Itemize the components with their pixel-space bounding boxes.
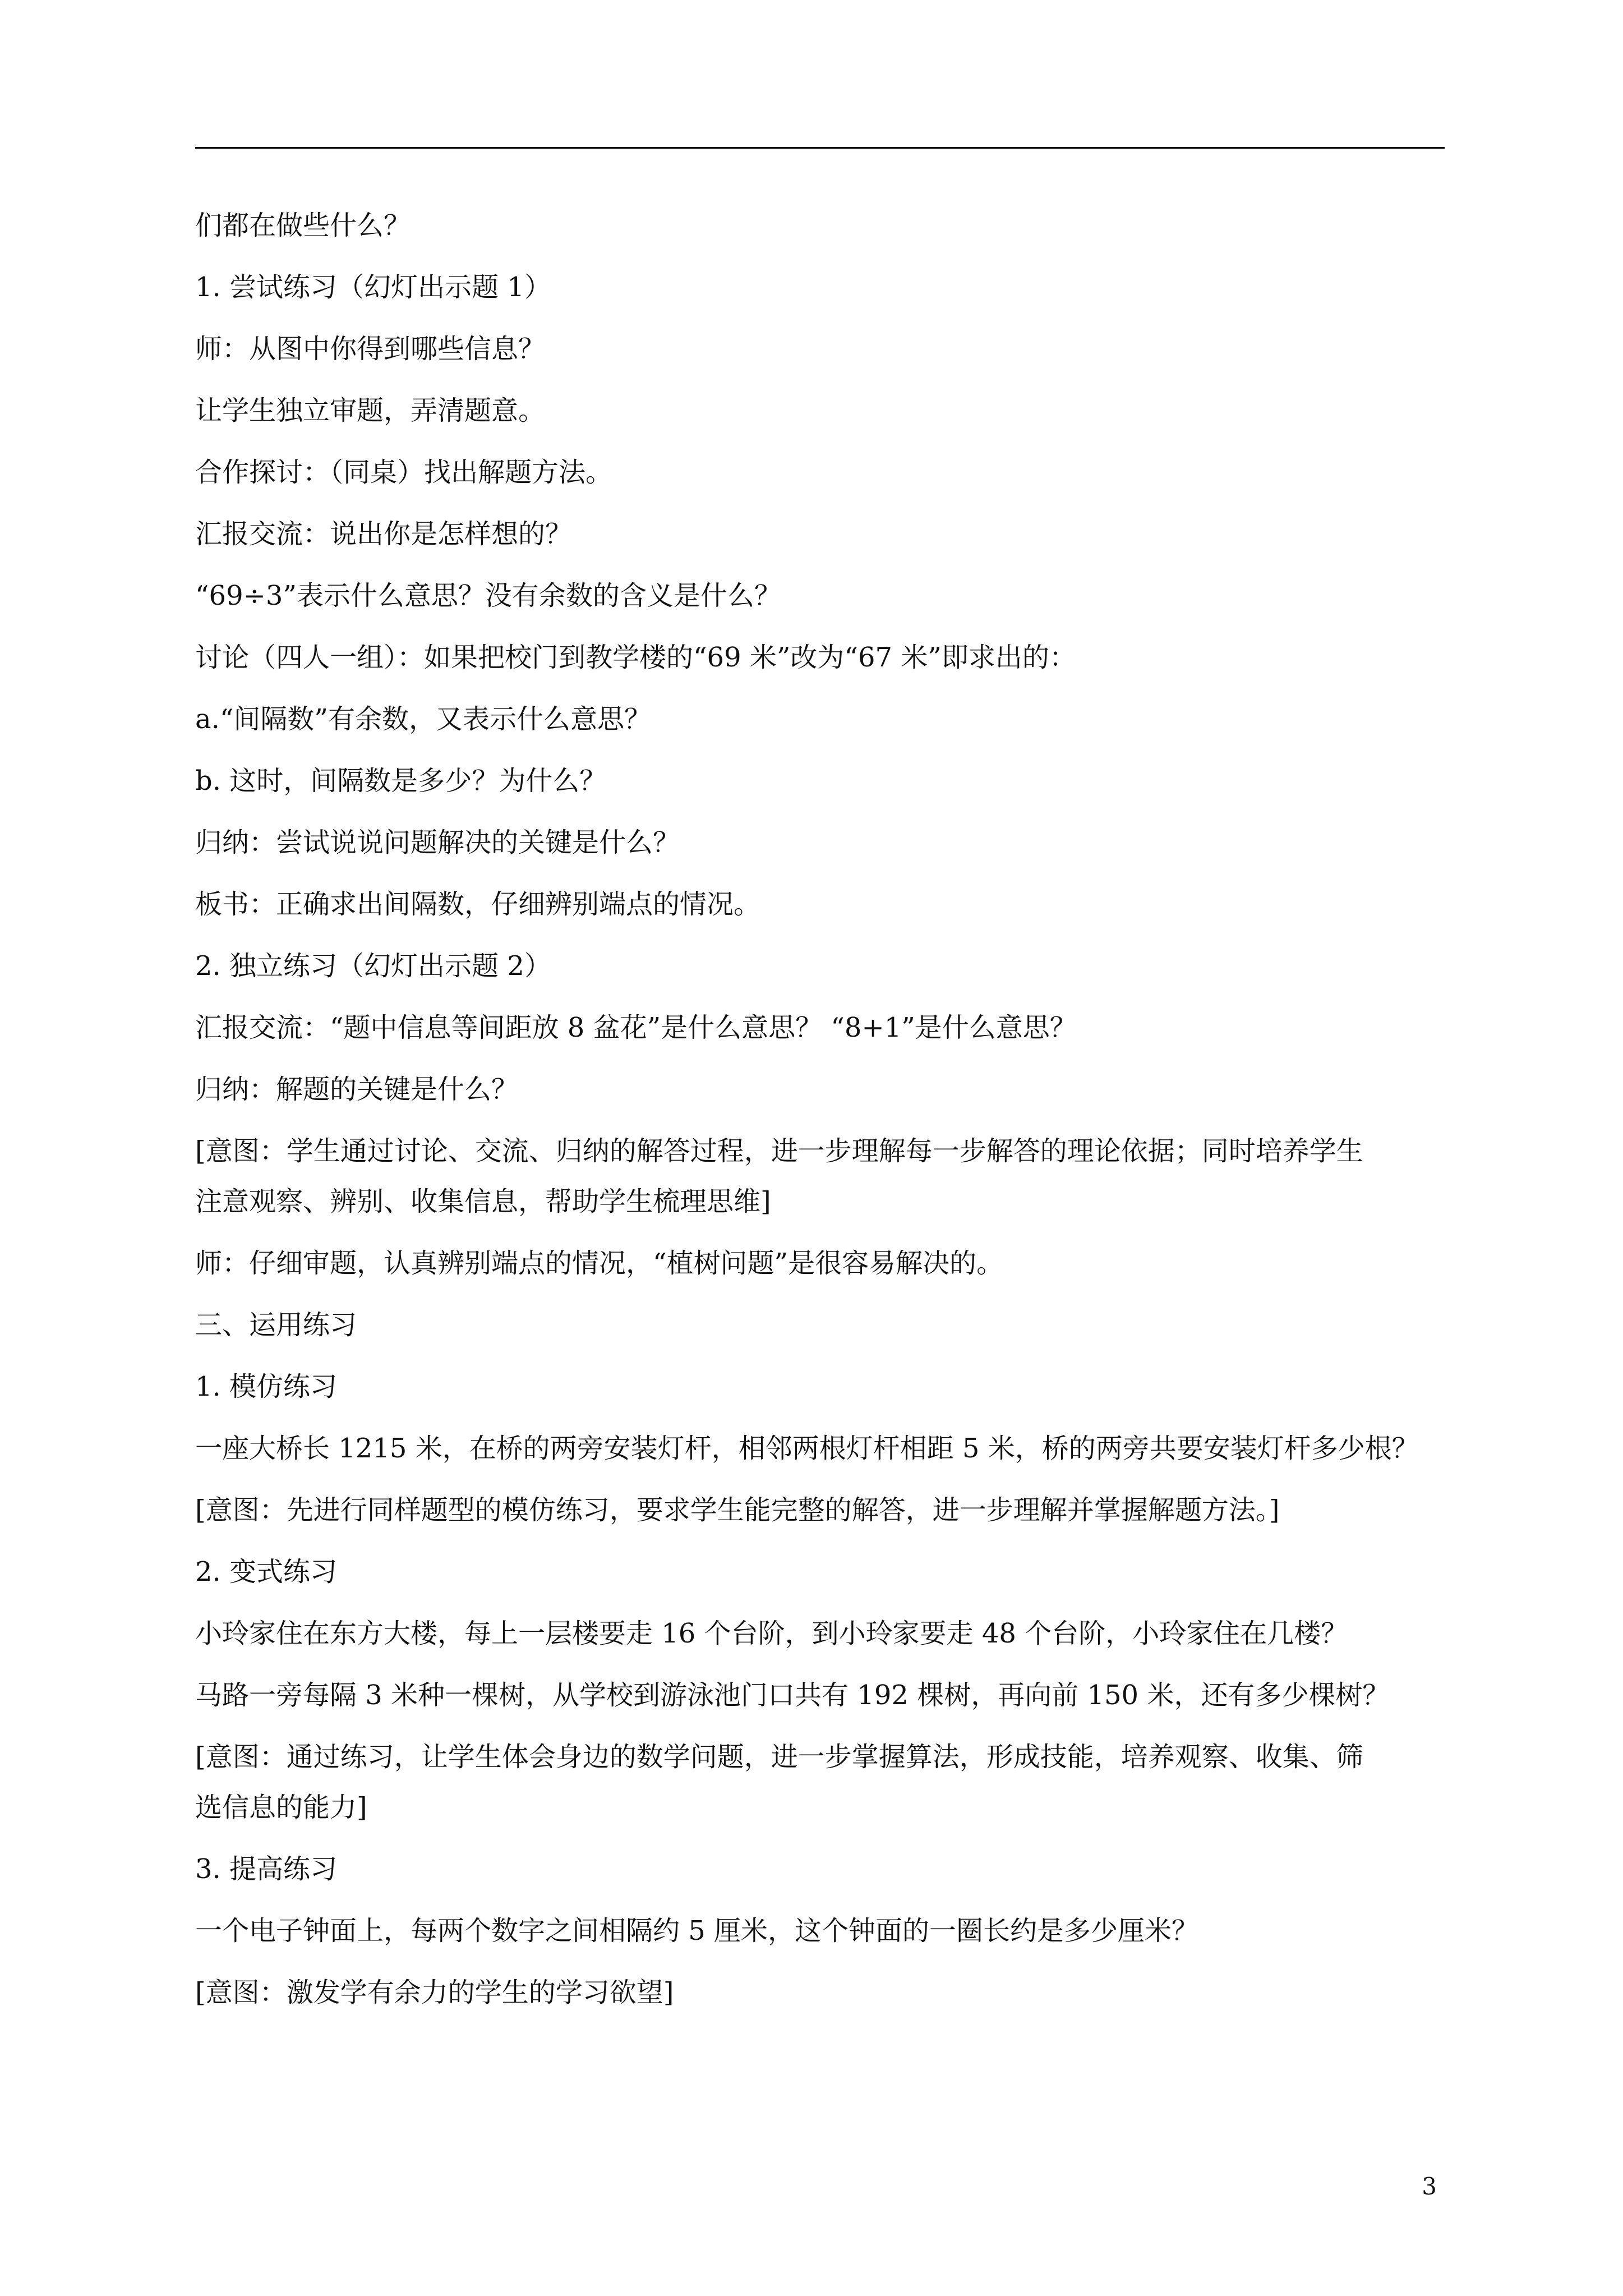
text-line: 合作探讨：（同桌）找出解题方法。 [195,457,613,488]
text-line: 3. 提高练习 [195,1853,338,1885]
text-line: “69÷3”表示什么意思？没有余数的含义是什么？ [195,580,781,611]
text-line: 让学生独立审题，弄清题意。 [195,395,546,426]
text-line: 归纳：解题的关键是什么？ [195,1074,519,1105]
text-line: 师：从图中你得到哪些信息？ [195,333,546,365]
text-line: b. 这时，间隔数是多少？为什么？ [195,765,607,797]
text-line: a.“间隔数”有余数，又表示什么意思？ [195,703,651,735]
text-line: 汇报交流：说出你是怎样想的？ [195,518,573,550]
text-line: 注意观察、辨别、收集信息，帮助学生梳理思维] [195,1186,771,1217]
text-line: 归纳：尝试说说问题解决的关键是什么？ [195,827,680,858]
text-line: 汇报交流：“题中信息等间距放 8 盆花”是什么意思？ “8+1”是什么意思？ [195,1012,1077,1043]
text-line: [意图：先进行同样题型的模仿练习，要求学生能完整的解答，进一步理解并掌握解题方法。] [195,1494,1280,1526]
text-line: 讨论（四人一组）：如果把校门到教学楼的“69 米”改为“67 米”即求出的： [195,642,1076,673]
text-line: 一座大桥长 1215 米，在桥的两旁安装灯杆，相邻两根灯杆相距 5 米，桥的两旁共要安装灯杆多少根？ [195,1433,1419,1464]
text-line: 1. 尝试练习（幻灯出示题 1） [195,272,551,303]
header-rule [195,147,1445,149]
section-heading: 三、运用练习 [195,1309,357,1341]
text-line: 板书：正确求出间隔数，仔细辨别端点的情况。 [195,889,761,920]
text-line: 2. 变式练习 [195,1556,338,1588]
text-line: 师：仔细审题，认真辨别端点的情况，“植树问题”是很容易解决的。 [195,1248,1004,1279]
text-line: 选信息的能力] [195,1792,367,1823]
page-number: 3 [1422,2173,1437,2200]
text-line: 2. 独立练习（幻灯出示题 2） [195,950,551,982]
text-line: 马路一旁每隔 3 米种一棵树，从学校到游泳池门口共有 192 棵树，再向前 150 米，还有多少棵树？ [195,1680,1390,1711]
text-line: 一个电子钟面上，每两个数字之间相隔约 5 厘米，这个钟面的一圈长约是多少厘米？ [195,1915,1199,1947]
text-line: 小玲家住在东方大楼，每上一层楼要走 16 个台阶，到小玲家要走 48 个台阶，小玲家住在几楼？ [195,1618,1348,1649]
text-line: 们都在做些什么？ [195,210,411,241]
text-line: [意图：通过练习，让学生体会身边的数学问题，进一步掌握算法，形成技能，培养观察、收集、筛 [195,1741,1363,1773]
text-line: [意图：学生通过讨论、交流、归纳的解答过程，进一步理解每一步解答的理论依据；同时培养学生 [195,1135,1363,1167]
document-body [195,208,1445,2036]
text-line: 1. 模仿练习 [195,1371,338,1402]
text-line: [意图：激发学有余力的学生的学习欲望] [195,1977,674,2008]
